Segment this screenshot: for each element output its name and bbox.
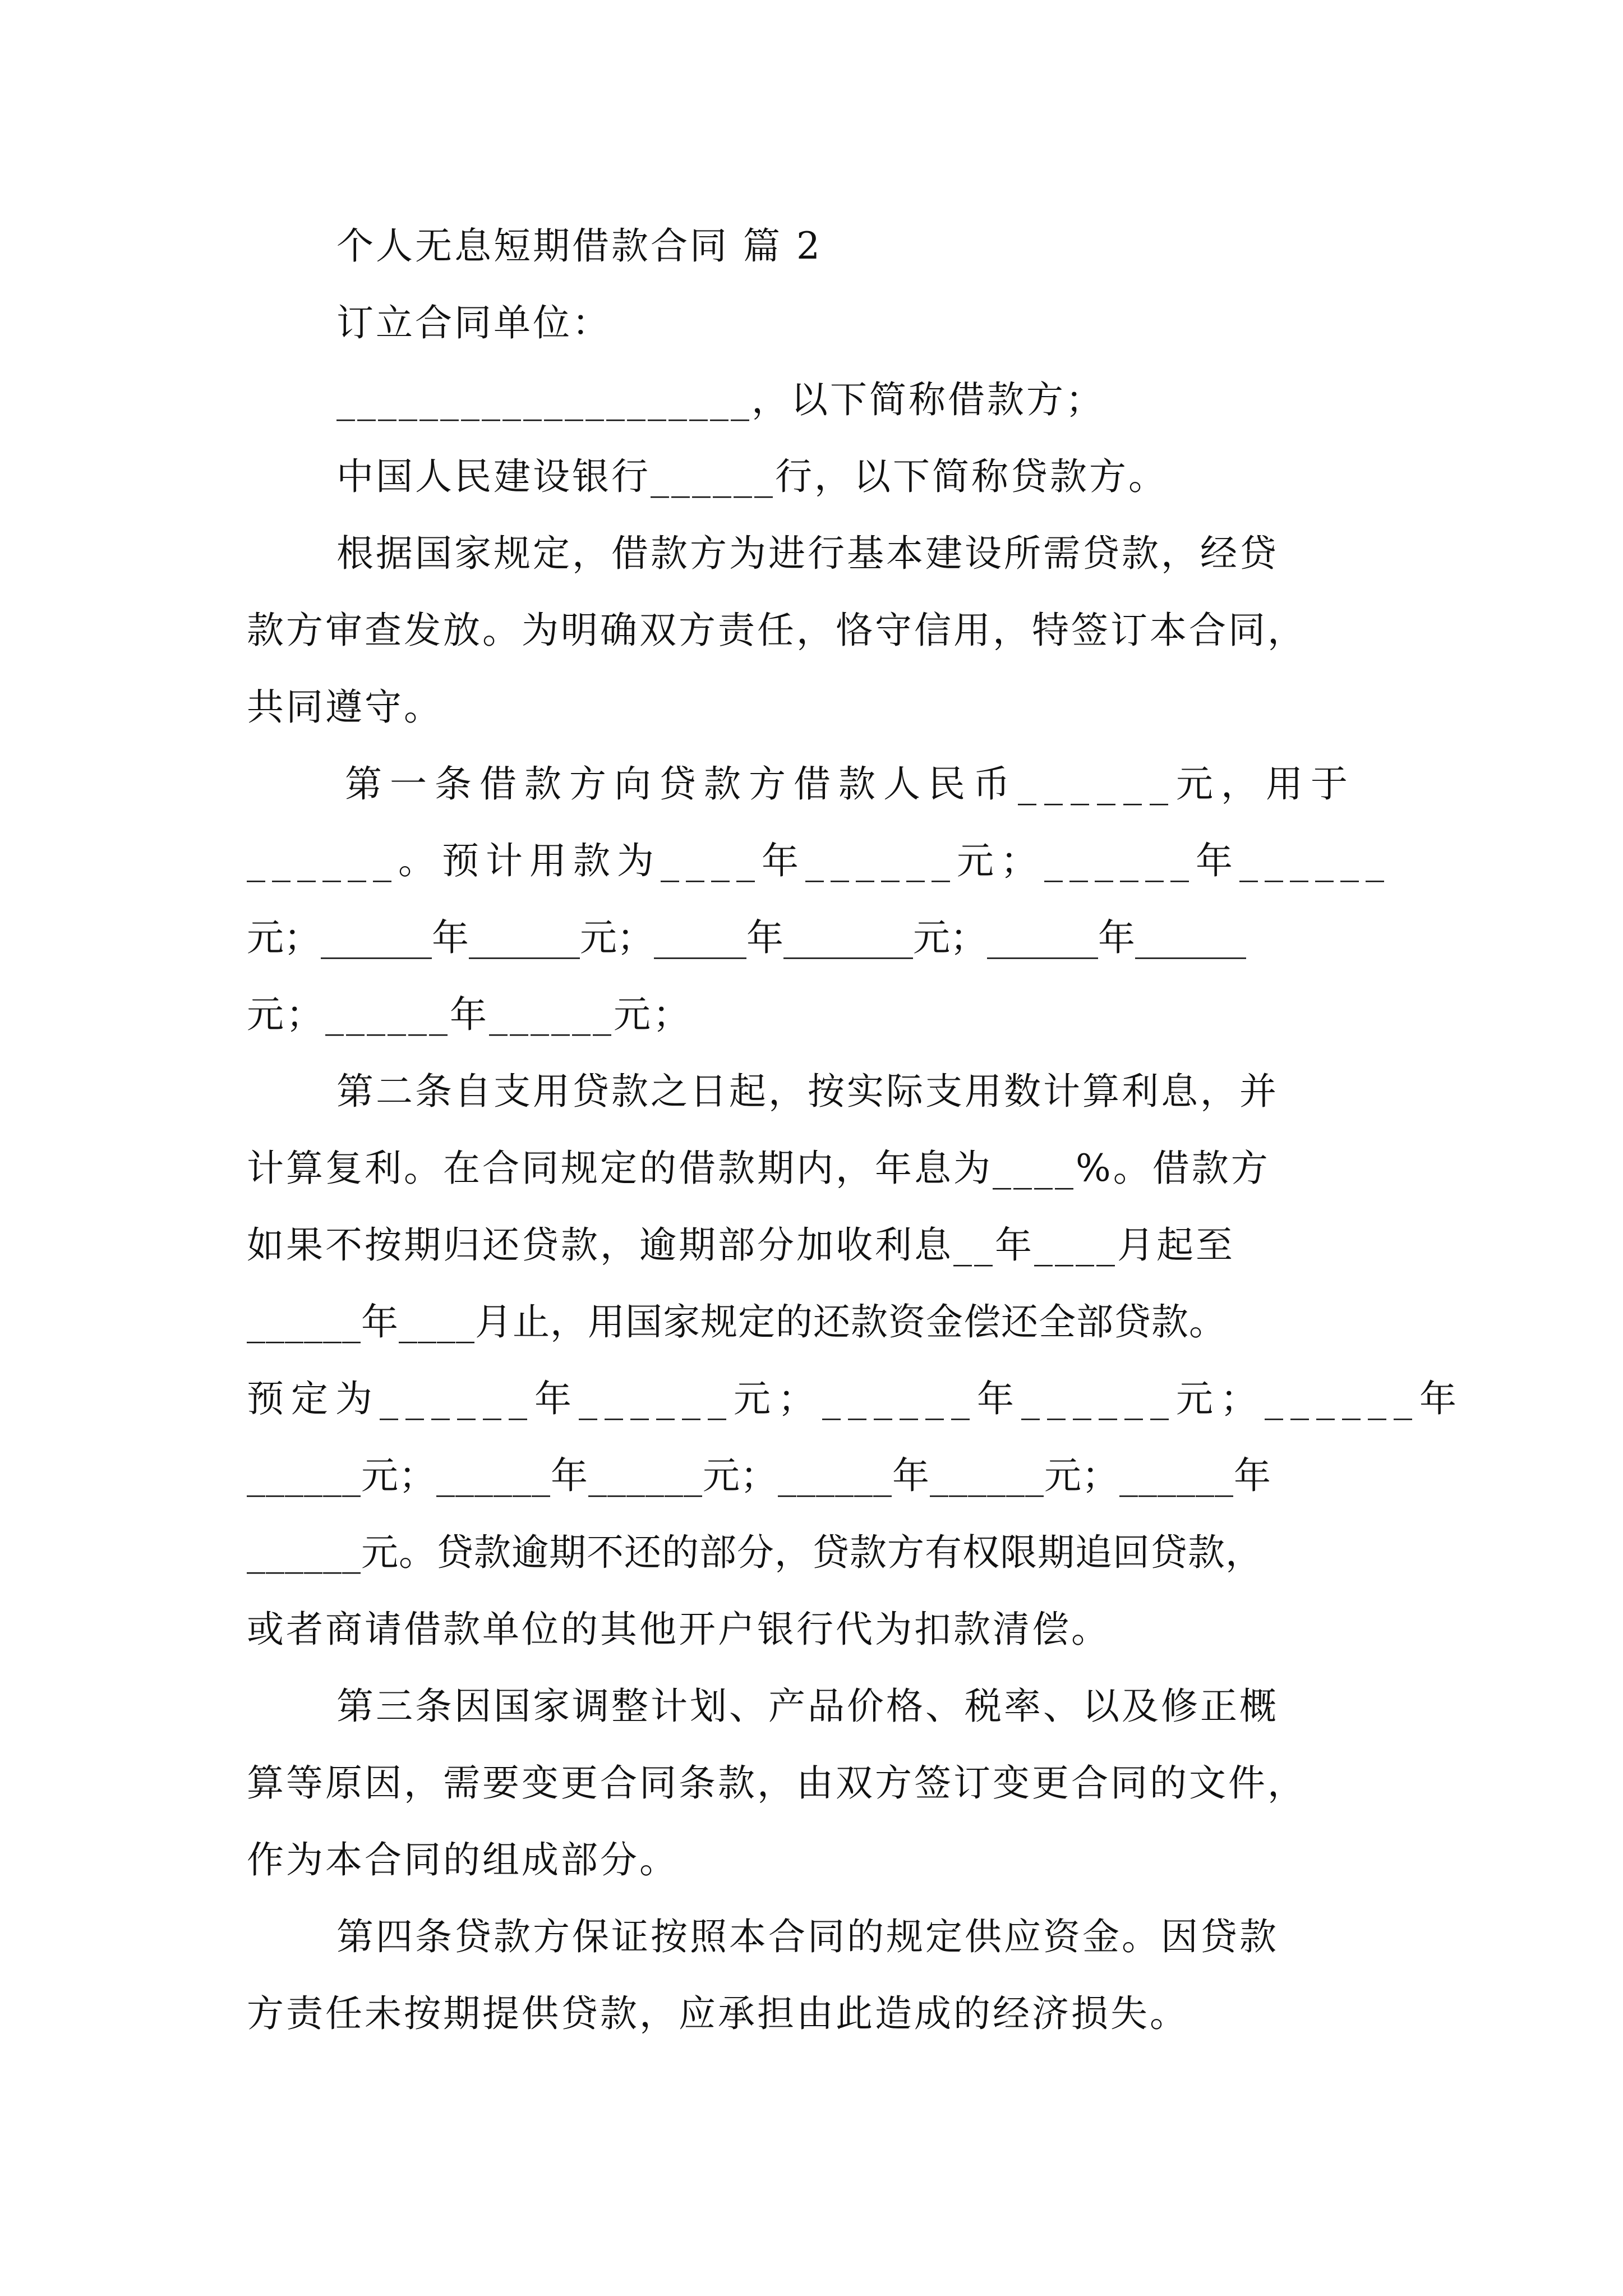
article-2-line-6: ______元；______年______元；______年______元；______年 <box>247 1454 1271 1497</box>
borrower-line: ____________________，以下简称借款方； <box>336 378 1105 421</box>
article-1-line-1: 第一条借款方向贷款方借款人民币______元，用于 <box>345 762 1355 806</box>
preamble-line-3: 共同遵守。 <box>247 685 443 729</box>
article-1-line-2: ______。预计用款为____年______元；______年______ <box>247 839 1391 882</box>
article-4-line-2: 方责任未按期提供贷款，应承担由此造成的经济损失。 <box>247 1992 1189 2035</box>
preamble-line-2: 款方审查发放。为明确双方责任，恪守信用，特签订本合同， <box>247 609 1307 652</box>
article-4-line-1: 第四条贷款方保证按照本合同的规定供应资金。因贷款 <box>336 1915 1279 1958</box>
article-2-line-1: 第二条自支用贷款之日起，按实际支用数计算利息，并 <box>336 1070 1279 1113</box>
article-3-line-3: 作为本合同的组成部分。 <box>247 1838 679 1881</box>
article-2-line-8: 或者商请借款单位的其他开户银行代为扣款清偿。 <box>247 1608 1110 1651</box>
article-3-line-1: 第三条因国家调整计划、产品价格、税率、以及修正概 <box>336 1685 1279 1728</box>
lender-line: 中国人民建设银行______行，以下简称贷款方。 <box>336 455 1168 498</box>
article-3-line-2: 算等原因，需要变更合同条款，由双方签订变更合同的文件， <box>247 1761 1307 1805</box>
document-page <box>247 208 1464 2052</box>
document-title: 个人无息短期借款合同 篇 2 <box>336 224 822 268</box>
article-2-line-3: 如果不按期归还贷款，逾期部分加收利息__年____月起至 <box>247 1223 1235 1267</box>
preamble-line-1: 根据国家规定，借款方为进行基本建设所需贷款，经贷 <box>336 532 1279 575</box>
contract-parties-heading: 订立合同单位： <box>336 301 611 344</box>
article-2-line-4: ______年____月止，用国家规定的还款资金偿还全部贷款。 <box>247 1300 1227 1343</box>
article-1-line-4: 元；______年______元； <box>247 993 692 1036</box>
article-2-line-5: 预定为______年______元；______年______元；______年 <box>247 1377 1464 1420</box>
article-2-line-2: 计算复利。在合同规定的借款期内，年息为____%。借款方 <box>247 1147 1270 1190</box>
article-1-line-3: 元；______年______元；_____年_______元；______年______ <box>247 916 1246 959</box>
article-2-line-7: ______元。贷款逾期不还的部分，贷款方有权限期追回贷款， <box>247 1531 1263 1574</box>
